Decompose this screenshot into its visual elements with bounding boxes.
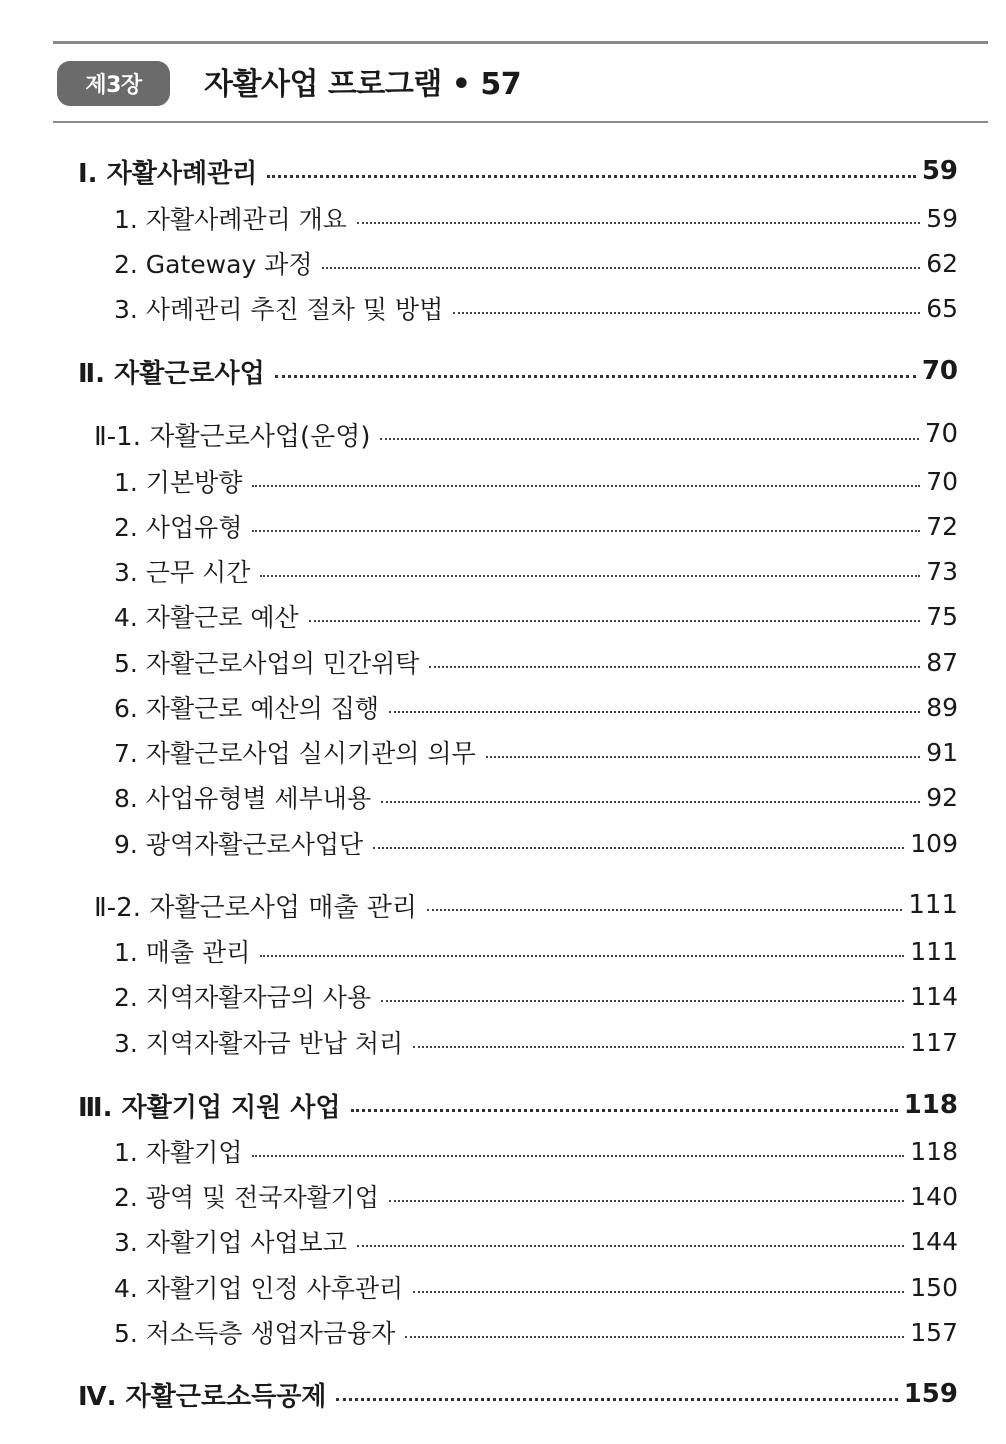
toc-entry-label: Ⅳ. 자활근로소득공제 [78, 1381, 327, 1412]
toc-item-row [114, 735, 958, 769]
dot-leader [389, 1200, 904, 1202]
toc-item-row [114, 599, 958, 633]
dot-leader [373, 847, 904, 849]
toc-page-number: 91 [926, 737, 958, 767]
toc-page-number: 89 [926, 692, 958, 722]
toc-entry-label: 6. 자활근로 예산의 집행 [114, 694, 380, 723]
dot-leader [260, 955, 904, 957]
dot-leader [413, 1291, 904, 1293]
toc-item-row [114, 645, 958, 679]
toc-page-number: 117 [910, 1027, 958, 1057]
toc-page-number: 70 [926, 466, 958, 496]
toc-item-row [114, 1025, 958, 1059]
toc-page-number: 59 [926, 203, 958, 233]
toc-entry-label: 2. 광역 및 전국자활기업 [114, 1183, 380, 1212]
toc-page-number: 111 [908, 890, 958, 920]
dot-leader [389, 711, 920, 713]
toc-page-number: 75 [926, 601, 958, 631]
dot-leader [380, 438, 918, 440]
toc-item-row [114, 690, 958, 724]
toc-page-number: 118 [910, 1136, 958, 1166]
toc-entry-label: Ⅱ. 자활근로사업 [78, 358, 265, 389]
dot-leader [381, 1000, 904, 1002]
toc-section-row [78, 1376, 958, 1412]
toc-item-row [114, 780, 958, 814]
bottom-rule [53, 121, 988, 123]
toc-item-row [114, 1134, 958, 1168]
toc-entry-label: 1. 기본방향 [114, 468, 243, 497]
dot-leader [252, 530, 920, 532]
toc-item-row [114, 291, 958, 325]
toc-item-row [114, 1224, 958, 1258]
dot-leader [275, 375, 916, 378]
toc-entry-label: 3. 근무 시간 [114, 558, 251, 587]
toc-entry-label: 9. 광역자활근로사업단 [114, 830, 364, 859]
toc-entry-label: Ⅱ-2. 자활근로사업 매출 관리 [94, 892, 417, 923]
toc-entry-label: 3. 사례관리 추진 절차 및 방법 [114, 295, 444, 324]
toc-page-number: 114 [910, 981, 958, 1011]
toc-entry-label: 2. 지역자활자금의 사용 [114, 983, 372, 1012]
toc-item-row [114, 979, 958, 1013]
toc-item-row [114, 509, 958, 543]
toc-entry-label: 5. 자활근로사업의 민간위탁 [114, 649, 420, 678]
toc-item-row [114, 464, 958, 498]
toc-entry-label: 2. 사업유형 [114, 513, 243, 542]
dot-leader [267, 175, 916, 178]
toc-page-number: 140 [910, 1181, 958, 1211]
dot-leader [453, 312, 920, 314]
toc-page-number: 157 [910, 1317, 958, 1347]
toc-entry-label: 1. 자활기업 [114, 1138, 243, 1167]
toc-page-number: 70 [924, 419, 958, 449]
toc-page-number: 159 [903, 1379, 958, 1409]
top-rule [53, 41, 988, 44]
toc-entry-label: Ⅲ. 자활기업 지원 사업 [78, 1092, 341, 1123]
dot-leader [486, 756, 921, 758]
toc-section-row [78, 1087, 958, 1123]
toc-page-number: 72 [926, 511, 958, 541]
dot-leader [260, 575, 920, 577]
toc-page-number: 87 [926, 647, 958, 677]
toc-page-number: 111 [910, 936, 958, 966]
dot-leader [429, 666, 920, 668]
dot-leader [427, 909, 902, 911]
toc-page-number: 65 [926, 293, 958, 323]
toc-entry-label: Ⅱ-1. 자활근로사업(운영) [94, 421, 371, 452]
toc-entry-label: Ⅰ. 자활사례관리 [78, 158, 258, 189]
toc-entry-label: 1. 자활사례관리 개요 [114, 205, 347, 234]
toc-entry-label: 3. 자활기업 사업보고 [114, 1228, 347, 1257]
toc-item-row [114, 246, 958, 280]
toc-entry-label: 4. 자활근로 예산 [114, 603, 299, 632]
chapter-title: 자활사업 프로그램 • 57 [204, 67, 522, 102]
toc-item-row [114, 1315, 958, 1349]
toc-item-row [114, 201, 958, 235]
toc-page-number: 144 [910, 1226, 958, 1256]
toc-page-number: 118 [903, 1090, 958, 1120]
toc-entry-label: 3. 지역자활자금 반납 처리 [114, 1029, 404, 1058]
toc-page-number: 109 [910, 828, 958, 858]
toc-section-row [78, 353, 958, 389]
toc-page-number: 59 [921, 156, 958, 186]
dot-leader [351, 1109, 898, 1112]
dot-leader [381, 801, 920, 803]
dot-leader [252, 1155, 904, 1157]
toc-page-number: 150 [910, 1272, 958, 1302]
toc-entry-label: 4. 자활기업 인정 사후관리 [114, 1274, 404, 1303]
toc-item-row [114, 1270, 958, 1304]
dot-leader [336, 1398, 897, 1401]
toc-page-number: 70 [921, 356, 958, 386]
toc-page-number: 62 [926, 248, 958, 278]
toc-entry-label: 1. 매출 관리 [114, 938, 251, 967]
toc-section-row [78, 153, 958, 189]
toc-item-row [114, 934, 958, 968]
toc-sub-row [94, 416, 958, 452]
toc-page-number: 73 [926, 556, 958, 586]
toc-entry-label: 8. 사업유형별 세부내용 [114, 784, 372, 813]
dot-leader [405, 1336, 904, 1338]
chapter-badge: 제3장 [57, 61, 170, 106]
dot-leader [252, 485, 920, 487]
toc-page-number: 92 [926, 782, 958, 812]
dot-leader [357, 222, 920, 224]
toc-sub-row [94, 887, 958, 923]
toc-item-row [114, 826, 958, 860]
dot-leader [357, 1245, 904, 1247]
dot-leader [413, 1046, 904, 1048]
toc-entry-label: 7. 자활근로사업 실시기관의 의무 [114, 739, 476, 768]
dot-leader [322, 267, 920, 269]
toc-entry-label: 5. 저소득층 생업자금융자 [114, 1319, 396, 1348]
toc-item-row [114, 554, 958, 588]
toc-item-row [114, 1179, 958, 1213]
dot-leader [309, 620, 921, 622]
toc-entry-label: 2. Gateway 과정 [114, 250, 313, 279]
